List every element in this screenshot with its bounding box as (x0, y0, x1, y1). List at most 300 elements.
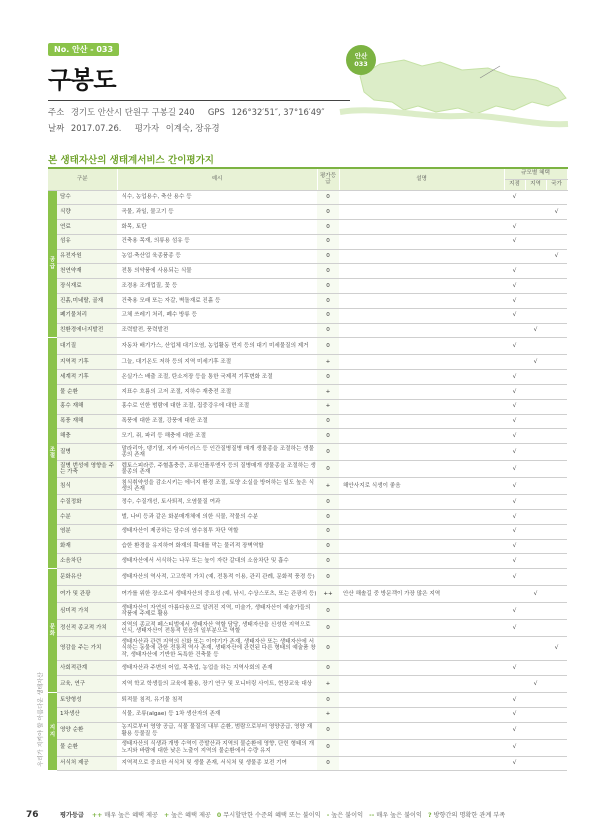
service-name: 심미적 가치 (57, 603, 117, 620)
grade-cell: 0 (317, 603, 339, 620)
description-cell (339, 205, 504, 220)
scale-regional-cell (525, 279, 546, 294)
service-example: 그늘, 대기온도 저하 등의 지역 미세기후 조절 (117, 355, 317, 370)
grade-cell: ++ (317, 586, 339, 603)
grade-cell: + (317, 355, 339, 370)
scale-regional-cell (525, 264, 546, 279)
service-name: 물 순환 (57, 385, 117, 400)
scale-local-cell (504, 603, 525, 620)
service-example: 곡물, 과일, 물고기 등 (117, 205, 317, 220)
scale-regional-cell (525, 603, 546, 620)
table-row (48, 722, 567, 739)
legend-symbol: 0 (216, 812, 222, 819)
grade-cell: 0 (317, 190, 339, 205)
service-example: 식물, 조류(algae) 등 1차 생산자의 존재 (117, 707, 317, 722)
service-example: 정수, 수질개선, 토사퇴적, 오염물질 여과 (117, 495, 317, 510)
grade-cell: 0 (317, 722, 339, 739)
grade-cell: + (317, 676, 339, 693)
scale-regional-cell (525, 323, 546, 338)
scale-local-cell (504, 510, 525, 525)
grade-cell: 0 (317, 220, 339, 235)
scale-national-cell (546, 693, 567, 708)
service-name: 지역적 기후 (57, 355, 117, 370)
grade-cell: 0 (317, 495, 339, 510)
grade-cell: 0 (317, 264, 339, 279)
service-example: 지표수 흐름의 고저 조절, 지하수 재충전 조절 (117, 385, 317, 400)
scale-regional-cell (525, 190, 546, 205)
scale-local-cell (504, 739, 525, 756)
scale-regional-cell (525, 308, 546, 323)
table-row (48, 429, 567, 444)
scale-national-cell (546, 338, 567, 355)
page-title: 구봉도 (48, 66, 117, 94)
check-mark-icon: √ (554, 253, 559, 260)
grade-cell: 0 (317, 294, 339, 309)
description-cell (339, 461, 504, 478)
check-mark-icon: √ (512, 696, 517, 703)
description-cell (339, 539, 504, 554)
check-mark-icon: √ (512, 573, 517, 580)
scale-national-cell (546, 603, 567, 620)
service-example: 침식취약성을 감소시키는 에너지 환경 조절, 토양 소실을 방어하는 일도 높은 식생의 존재 (117, 478, 317, 495)
description-cell: 해안사지로 식생이 좋음 (339, 478, 504, 495)
scale-regional-cell (525, 478, 546, 495)
table-row (48, 355, 567, 370)
description-cell (339, 676, 504, 693)
location-map (300, 36, 570, 141)
service-example: 지역의 종교적 페스티벌에서 생태자산 역할 담당, 생태자산을 신성한 지역으로 인식, 생태자산이 전통적 믿음의 일부분으로 역할 (117, 620, 317, 637)
grade-cell: + (317, 385, 339, 400)
table-row (48, 603, 567, 620)
scale-national-cell (546, 554, 567, 569)
check-mark-icon: √ (554, 645, 559, 652)
service-example: 식수, 농업용수, 축산 용수 등 (117, 190, 317, 205)
scale-regional-cell (525, 429, 546, 444)
legend-symbol: - (326, 812, 330, 819)
check-mark-icon: √ (512, 448, 517, 455)
address-line (48, 106, 324, 118)
legend-symbol: ++ (91, 812, 103, 819)
check-mark-icon: √ (512, 312, 517, 319)
table-row (48, 249, 567, 264)
scale-local-cell (504, 249, 525, 264)
scale-local-cell (504, 444, 525, 461)
service-name: 폭풍 재해 (57, 414, 117, 429)
grade-cell: 0 (317, 249, 339, 264)
service-name: 사회적관계 (57, 661, 117, 676)
check-mark-icon: √ (512, 418, 517, 425)
evaluation-table (48, 167, 568, 771)
service-name: 담수 (57, 190, 117, 205)
scale-national-cell (546, 707, 567, 722)
scale-regional-cell (525, 554, 546, 569)
description-cell (339, 661, 504, 676)
description-cell (339, 524, 504, 539)
scale-local-cell (504, 620, 525, 637)
service-example: 생태자산의 식생과 개방 수역이 증발산과 지역의 물순환에 영향, 단힌 형태의 개노지와 바람에 대한 낮은 노출이 지역의 물순환에서 수량 유지 (117, 739, 317, 756)
scale-national-cell (546, 676, 567, 693)
grade-cell: 0 (317, 554, 339, 569)
scale-national-cell (546, 399, 567, 414)
scale-local-cell (504, 323, 525, 338)
grade-cell: 0 (317, 308, 339, 323)
scale-local-cell (504, 205, 525, 220)
table-row (48, 739, 567, 756)
service-name: 대기질 (57, 338, 117, 355)
scale-local-cell (504, 461, 525, 478)
service-name: 침식 (57, 478, 117, 495)
scale-local-cell (504, 478, 525, 495)
check-mark-icon: √ (512, 513, 517, 520)
scale-regional-cell (525, 205, 546, 220)
grade-cell: 0 (317, 444, 339, 461)
service-name: 문화유산 (57, 569, 117, 586)
check-mark-icon: √ (512, 268, 517, 275)
grade-cell: 0 (317, 370, 339, 385)
service-example: 건축용 목재, 의류용 섬유 등 (117, 234, 317, 249)
table-row (48, 385, 567, 400)
group-label: 공급 (48, 190, 57, 338)
grade-legend (60, 810, 511, 819)
legend-symbol: + (163, 812, 170, 819)
description-cell (339, 637, 504, 661)
grade-cell: + (317, 707, 339, 722)
scale-national-cell (546, 279, 567, 294)
scale-local-cell (504, 414, 525, 429)
service-name: 교육, 연구 (57, 676, 117, 693)
description-cell (339, 739, 504, 756)
service-example: 생태자산이 자연의 아름다움으로 알려진 지역, 미술가, 생태자산이 예술가들의 작품에 주제로 활용 (117, 603, 317, 620)
description-cell (339, 264, 504, 279)
grade-cell: 0 (317, 620, 339, 637)
service-name: 1차생산 (57, 707, 117, 722)
scale-local-cell (504, 661, 525, 676)
check-mark-icon: √ (512, 528, 517, 535)
date-line (48, 122, 220, 134)
grade-cell: 0 (317, 338, 339, 355)
grade-cell: + (317, 478, 339, 495)
table-row (48, 707, 567, 722)
grade-cell: + (317, 399, 339, 414)
grade-cell: 0 (317, 323, 339, 338)
scale-regional-cell (525, 510, 546, 525)
scale-local-cell (504, 308, 525, 323)
header-grade: 평가등급 (317, 168, 339, 190)
location-badge (346, 45, 376, 75)
check-mark-icon: √ (512, 388, 517, 395)
scale-regional-cell (525, 444, 546, 461)
scale-regional-cell (525, 234, 546, 249)
service-example: 건축용 모래 또는 자갈, 벽돌재료 진흙 등 (117, 294, 317, 309)
description-cell (339, 234, 504, 249)
service-example: 퇴적물 침적, 유기물 침적 (117, 693, 317, 708)
check-mark-icon: √ (533, 590, 538, 597)
check-mark-icon: √ (512, 711, 517, 718)
scale-local-cell (504, 554, 525, 569)
scale-national-cell (546, 444, 567, 461)
side-caption-text: 우리가 지켜야 할 아름다운 생태자산 (37, 672, 45, 767)
service-name: 소음차단 (57, 554, 117, 569)
grade-cell: 0 (317, 539, 339, 554)
scale-regional-cell (525, 693, 546, 708)
check-mark-icon: √ (533, 359, 538, 366)
service-example: 습한 환경을 유지하여 화재의 확대를 막는 물리적 장벽역할 (117, 539, 317, 554)
check-mark-icon: √ (512, 223, 517, 230)
check-mark-icon: √ (512, 403, 517, 410)
service-example: 자동차 배기가스, 산업체 대기오염, 농업활동 먼지 등의 대기 미세물질의 제거 (117, 338, 317, 355)
scale-national-cell (546, 510, 567, 525)
header-regional: 지역 (525, 179, 546, 190)
entry-number-label: No. 안산 - 033 (48, 43, 119, 56)
table-row (48, 370, 567, 385)
table-row (48, 399, 567, 414)
service-name: 수질정화 (57, 495, 117, 510)
gps-value: 126°32′51″, 37°16′49″ (231, 107, 325, 117)
description-cell (339, 323, 504, 338)
scale-regional-cell (525, 370, 546, 385)
scale-local-cell (504, 693, 525, 708)
check-mark-icon: √ (512, 465, 517, 472)
scale-national-cell (546, 294, 567, 309)
check-mark-icon: √ (512, 282, 517, 289)
scale-regional-cell (525, 249, 546, 264)
evaluator-label: 평가자 (134, 123, 160, 133)
scale-regional-cell (525, 707, 546, 722)
scale-local-cell (504, 294, 525, 309)
scale-local-cell (504, 355, 525, 370)
legend-text: 무시할만한 수준의 혜택 또는 불이익 (223, 812, 321, 819)
side-caption (30, 640, 45, 800)
date-label: 날짜 (48, 123, 65, 133)
group-label: 조절 (48, 338, 57, 569)
service-example: 생태자산에서 서식하는 나무 또는 높이 자란 갈대의 소음차단 및 흡수 (117, 554, 317, 569)
scale-local-cell (504, 370, 525, 385)
scale-national-cell (546, 220, 567, 235)
scale-national-cell (546, 414, 567, 429)
table-row (48, 524, 567, 539)
check-mark-icon: √ (512, 558, 517, 565)
table-row (48, 554, 567, 569)
scale-national-cell (546, 355, 567, 370)
service-name: 친환경에너지발전 (57, 323, 117, 338)
check-mark-icon: √ (512, 760, 517, 767)
scale-regional-cell (525, 524, 546, 539)
description-cell (339, 554, 504, 569)
description-cell (339, 756, 504, 771)
table-row (48, 190, 567, 205)
service-name: 홍수 재해 (57, 399, 117, 414)
service-name: 천연약재 (57, 264, 117, 279)
scale-regional-cell (525, 586, 546, 603)
grade-cell: 0 (317, 524, 339, 539)
description-cell (339, 444, 504, 461)
table-body (48, 190, 567, 771)
description-cell: 안산 해솔길 중 방문객이 가장 많은 지역 (339, 586, 504, 603)
description-cell (339, 220, 504, 235)
scale-national-cell (546, 739, 567, 756)
scale-national-cell (546, 756, 567, 771)
scale-local-cell (504, 338, 525, 355)
service-example: 모기, 쥐, 파리 등 해충에 대한 조절 (117, 429, 317, 444)
grade-cell: 0 (317, 756, 339, 771)
table-row (48, 637, 567, 661)
legend-text: 높은 불이익 (331, 812, 364, 819)
check-mark-icon: √ (512, 727, 517, 734)
service-name: 여가 및 관광 (57, 586, 117, 603)
grade-cell: 0 (317, 279, 339, 294)
scale-national-cell (546, 308, 567, 323)
scale-local-cell (504, 234, 525, 249)
scale-regional-cell (525, 620, 546, 637)
service-name: 서식처 제공 (57, 756, 117, 771)
description-cell (339, 603, 504, 620)
description-cell (339, 190, 504, 205)
service-example: 폭풍에 대한 조절, 강풍에 대한 조절 (117, 414, 317, 429)
table-row (48, 264, 567, 279)
scale-national-cell (546, 620, 567, 637)
scale-regional-cell (525, 661, 546, 676)
service-name: 영감을 주는 가치 (57, 637, 117, 661)
description-cell (339, 569, 504, 586)
table-row (48, 220, 567, 235)
scale-local-cell (504, 190, 525, 205)
header-description: 설명 (339, 168, 504, 190)
scale-regional-cell (525, 722, 546, 739)
service-name: 연료 (57, 220, 117, 235)
service-name: 폐기물처리 (57, 308, 117, 323)
address-value: 경기도 안산시 단원구 구봉길 240 (70, 107, 195, 117)
scale-national-cell (546, 495, 567, 510)
grade-cell: 0 (317, 205, 339, 220)
service-name: 정신적 종교적 가치 (57, 620, 117, 637)
header-scale: 규모별 혜택 (504, 168, 567, 179)
check-mark-icon: √ (512, 607, 517, 614)
description-cell (339, 722, 504, 739)
service-example: 농지로부터 영양 공급, 식물 물질의 내부 순환, 범람으로부터 영양공급, 영양 재활용 등물질 등 (117, 722, 317, 739)
description-cell (339, 429, 504, 444)
description-cell (339, 414, 504, 429)
scale-regional-cell (525, 399, 546, 414)
scale-local-cell (504, 586, 525, 603)
scale-local-cell (504, 539, 525, 554)
scale-regional-cell (525, 539, 546, 554)
table-row (48, 478, 567, 495)
service-name: 섬유 (57, 234, 117, 249)
service-name: 진흙,미네랄, 골재 (57, 294, 117, 309)
service-example: 홍수로 인한 범람에 대한 조절, 집중강우에 대한 조절 (117, 399, 317, 414)
grade-cell: 0 (317, 429, 339, 444)
section-title: 본 생태자산의 생태계서비스 간이평가지 (48, 155, 214, 166)
service-example: 조력발전, 풍력발전 (117, 323, 317, 338)
header-category: 구분 (48, 168, 117, 190)
table-row (48, 338, 567, 355)
header-local: 지점 (504, 179, 525, 190)
check-mark-icon: √ (512, 498, 517, 505)
service-example: 농업·축산업 육종품종 등 (117, 249, 317, 264)
scale-local-cell (504, 220, 525, 235)
scale-national-cell (546, 524, 567, 539)
service-name: 세계적 기후 (57, 370, 117, 385)
scale-national-cell (546, 429, 567, 444)
scale-national-cell (546, 370, 567, 385)
table-row (48, 569, 567, 586)
address-label: 주소 (48, 107, 65, 117)
service-name: 질병 번성에 영향을 주는 가축 (57, 461, 117, 478)
scale-national-cell (546, 190, 567, 205)
legend-symbol: -- (369, 812, 375, 819)
service-example: 조경용 조개껍질, 꽃 등 (117, 279, 317, 294)
service-example: 여가를 위한 장소로서 생태자산의 중요성 (예, 낚시, 수상스포츠, 또는 관광지 등) (117, 586, 317, 603)
scale-local-cell (504, 707, 525, 722)
service-example: 전통 의약품에 사용되는 식물 (117, 264, 317, 279)
check-mark-icon: √ (512, 664, 517, 671)
table-row (48, 234, 567, 249)
scale-national-cell (546, 722, 567, 739)
scale-regional-cell (525, 355, 546, 370)
description-cell (339, 279, 504, 294)
service-example: 생태자산의 역사적, 고고학적 가치 (예, 전통적 이용, 관리 관례, 문화적 풍경 등) (117, 569, 317, 586)
scale-regional-cell (525, 338, 546, 355)
legend-symbol: ? (428, 812, 432, 819)
description-cell (339, 620, 504, 637)
table-row (48, 294, 567, 309)
legend-text: 매우 높은 혜택 제공 (104, 812, 158, 819)
table-row (48, 495, 567, 510)
check-mark-icon: √ (512, 297, 517, 304)
scale-national-cell (546, 385, 567, 400)
description-cell (339, 707, 504, 722)
service-example: 생태자산과 주변의 어업, 목축업, 농업을 하는 지역사회의 존재 (117, 661, 317, 676)
service-name: 염분 (57, 524, 117, 539)
check-mark-icon: √ (512, 373, 517, 380)
grade-cell: 0 (317, 637, 339, 661)
scale-national-cell (546, 539, 567, 554)
service-name: 해충 (57, 429, 117, 444)
table-row (48, 693, 567, 708)
check-mark-icon: √ (512, 194, 517, 201)
table-row (48, 444, 567, 461)
check-mark-icon: √ (512, 238, 517, 245)
scale-local-cell (504, 756, 525, 771)
scale-national-cell (546, 249, 567, 264)
description-cell (339, 399, 504, 414)
scale-local-cell (504, 722, 525, 739)
date-value: 2017.07.26. (70, 123, 122, 133)
scale-local-cell (504, 676, 525, 693)
service-name: 식량 (57, 205, 117, 220)
scale-local-cell (504, 524, 525, 539)
check-mark-icon: √ (512, 343, 517, 350)
legend-text: 매우 높은 불이익 (376, 812, 423, 819)
description-cell (339, 370, 504, 385)
check-mark-icon: √ (512, 482, 517, 489)
service-example: 생태자산이 제공하는 담수의 염수침투 차단 역할 (117, 524, 317, 539)
table-row (48, 756, 567, 771)
grade-cell: 0 (317, 414, 339, 429)
group-label: 문화 (48, 569, 57, 693)
scale-regional-cell (525, 220, 546, 235)
check-mark-icon: √ (533, 327, 538, 334)
badge-number: 033 (354, 60, 368, 68)
scale-national-cell (546, 205, 567, 220)
grade-cell: 0 (317, 510, 339, 525)
page-number: 76 (26, 810, 39, 820)
table-row (48, 661, 567, 676)
table-row (48, 586, 567, 603)
description-cell (339, 495, 504, 510)
scale-local-cell (504, 569, 525, 586)
grade-cell: 0 (317, 739, 339, 756)
